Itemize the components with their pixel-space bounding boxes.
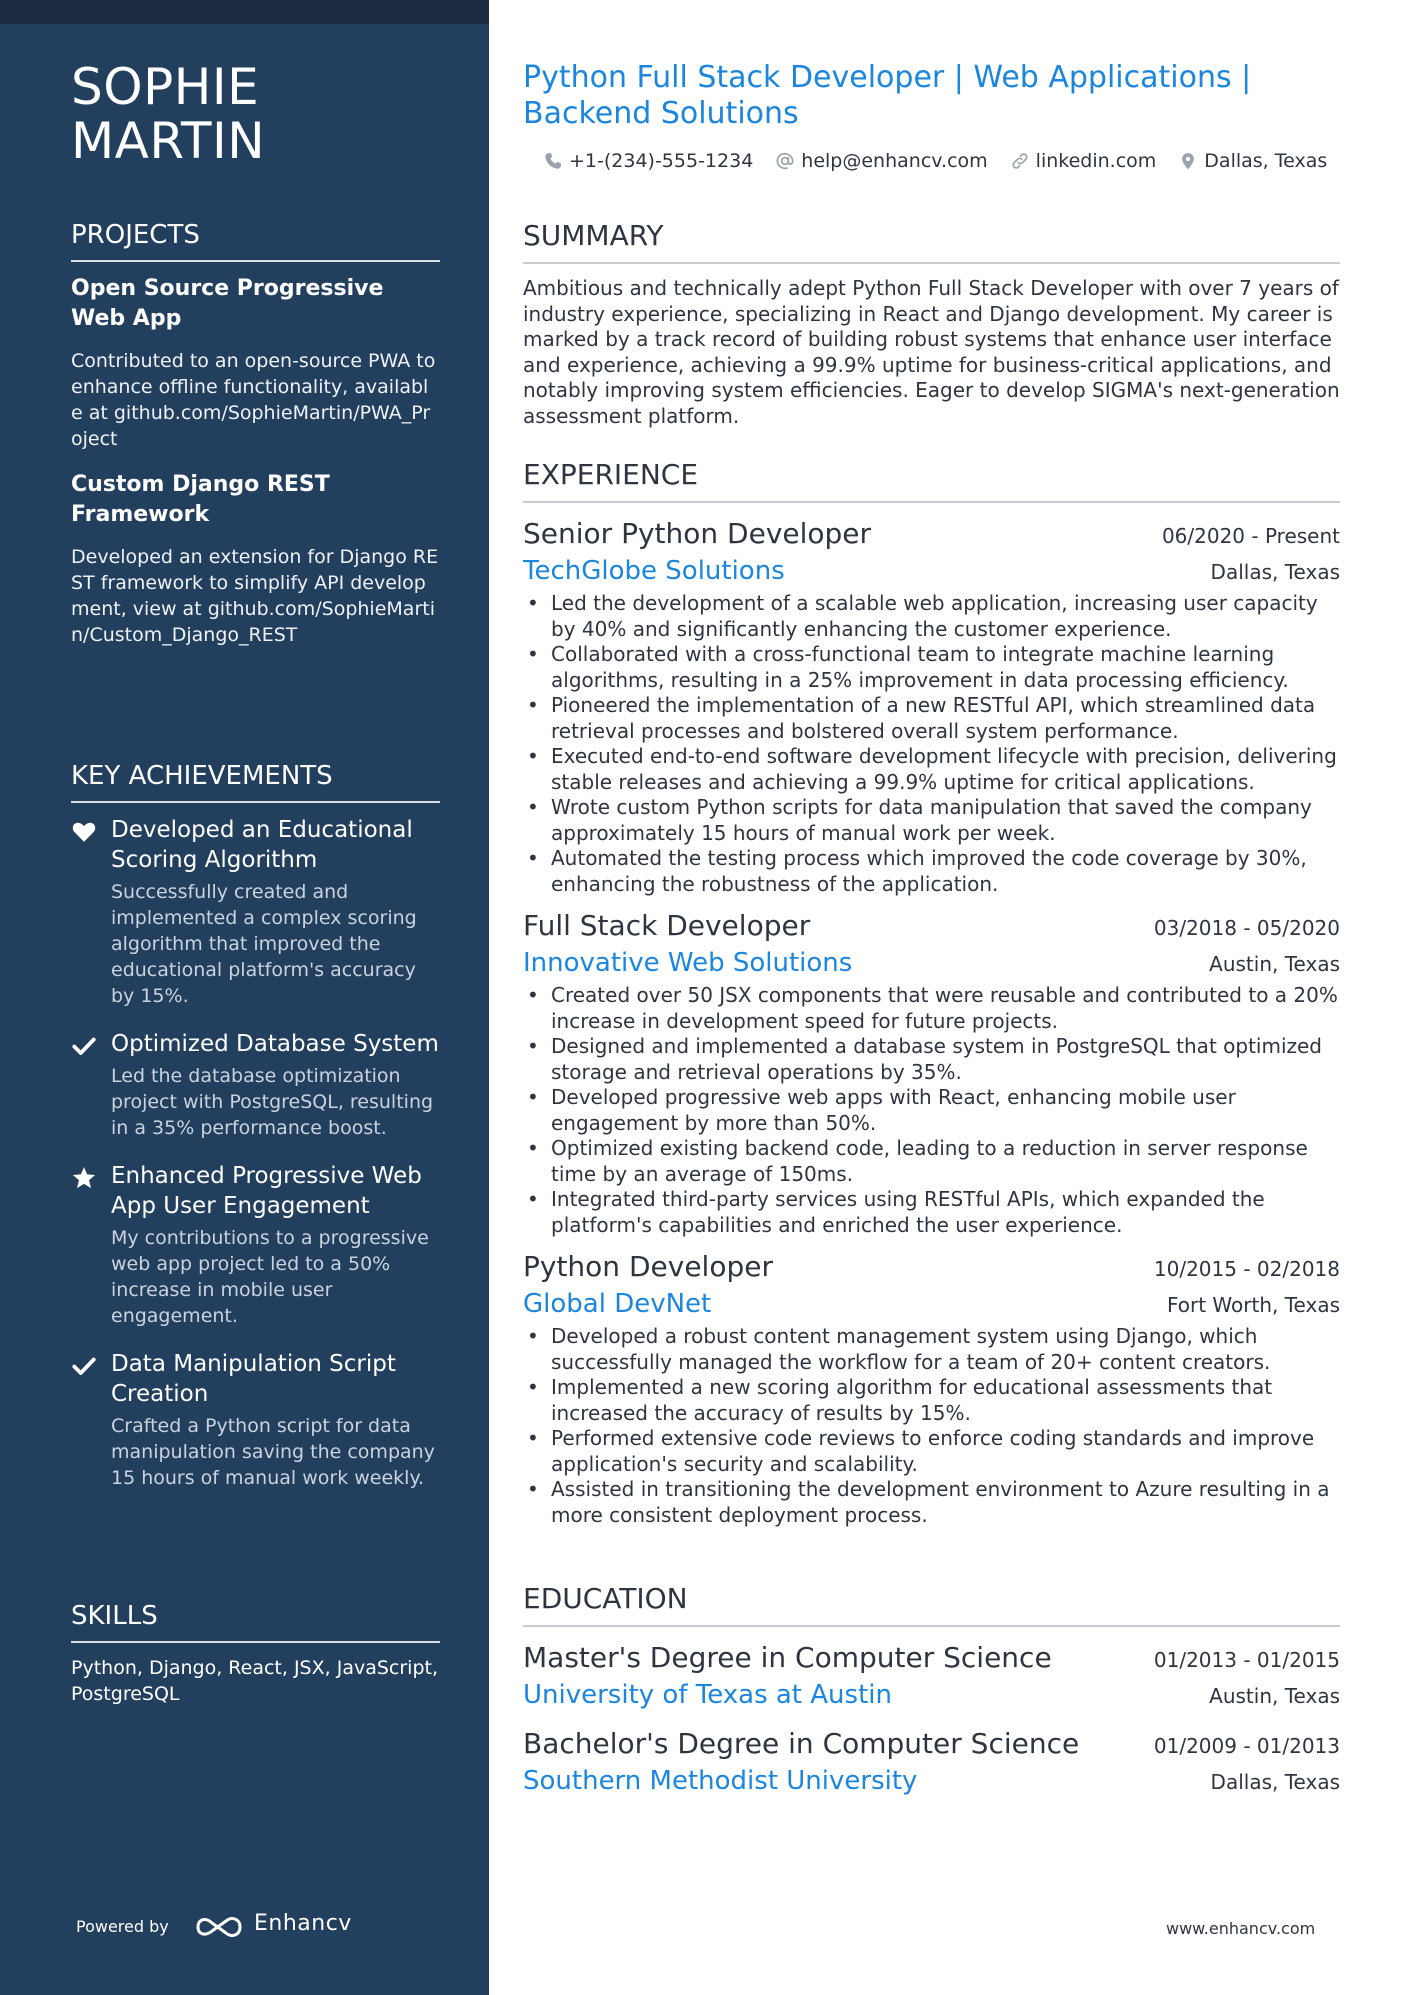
contact-linkedin-text: linkedin.com bbox=[1035, 150, 1157, 172]
sidebar-top-bar bbox=[0, 0, 489, 24]
bullet-item: • Optimized existing backend code, leading to a reduction in server response time by an average of 150ms. bbox=[523, 1136, 1340, 1187]
bullet-item: • Created over 50 JSX components that were reusable and contributed to a 20% increase in development speed for future projects. bbox=[523, 983, 1340, 1034]
bullet-item: • Executed end-to-end software development lifecycle with precision, delivering stable releases and achieving a 99.9% uptime for critical applications. bbox=[523, 744, 1340, 795]
bullet-item: • Developed progressive web apps with React, enhancing mobile user engagement by more than 50%. bbox=[523, 1085, 1340, 1136]
achievement-title: Data Manipulation Script Creation bbox=[111, 1351, 396, 1407]
experience-section bbox=[523, 457, 1340, 1538]
job-location: Austin, Texas bbox=[1209, 952, 1340, 976]
candidate-name bbox=[71, 60, 265, 168]
enhancv-brand: Enhancv bbox=[254, 1911, 352, 1936]
skills-section bbox=[71, 1599, 440, 1707]
last-name: MARTIN bbox=[71, 112, 266, 170]
achievement-title: Developed an Educational Scoring Algorithm bbox=[111, 817, 413, 873]
bullet-item: • Developed a robust content management system using Django, which successfully managed the workflow for a team of 20+ content creators. bbox=[523, 1324, 1340, 1375]
achievement-description: My contributions to a progressive web app project led to a 50% increase in mobile user engagement. bbox=[111, 1227, 429, 1327]
job-dates: 06/2020 - Present bbox=[1161, 524, 1340, 548]
education-entry bbox=[523, 1725, 1340, 1799]
achievement-description: Led the database optimization project with PostgreSQL, resulting in a 35% performance boost. bbox=[111, 1065, 434, 1139]
star-icon bbox=[71, 1165, 97, 1191]
skills-list: Python, Django, React, JSX, JavaScript, PostgreSQL bbox=[71, 1657, 438, 1705]
education-dates: 01/2009 - 01/2013 bbox=[1153, 1734, 1340, 1758]
job-location: Dallas, Texas bbox=[1210, 560, 1340, 584]
experience-heading: EXPERIENCE bbox=[523, 457, 1340, 503]
sidebar bbox=[0, 0, 489, 1995]
contact-email[interactable] bbox=[775, 150, 987, 172]
job-bullets bbox=[523, 1324, 1340, 1528]
contact-phone-text: +1-(234)-555-1234 bbox=[569, 150, 754, 172]
bullet-item: • Collaborated with a cross-functional team to integrate machine learning algorithms, resulting in a 25% improvement in data processing efficiency. bbox=[523, 642, 1340, 693]
bullet-item: • Assisted in transitioning the development environment to Azure resulting in a more consistent deployment process. bbox=[523, 1477, 1340, 1528]
project-title: Custom Django REST Framework bbox=[71, 472, 330, 527]
headline: Python Full Stack Developer | Web Applications | Backend Solutions bbox=[523, 60, 1252, 131]
bullet-item: • Performed extensive code reviews to enforce coding standards and improve application's security and scalability. bbox=[523, 1426, 1340, 1477]
contact-bar bbox=[543, 150, 1343, 172]
job-dates: 10/2015 - 02/2018 bbox=[1153, 1257, 1340, 1281]
school-location: Dallas, Texas bbox=[1210, 1770, 1340, 1794]
job-entry bbox=[523, 515, 1340, 897]
bullet-item: • Wrote custom Python scripts for data manipulation that saved the company approximately 15 hours of manual work per week. bbox=[523, 795, 1340, 846]
phone-icon bbox=[543, 151, 563, 171]
first-name: SOPHIE bbox=[71, 58, 260, 116]
project-description: Developed an extension for Django REST framework to simplify API development, view at github.com/SophieMartin/Custom_Django_REST bbox=[71, 546, 439, 646]
contact-linkedin[interactable] bbox=[1010, 150, 1157, 172]
education-entry bbox=[523, 1639, 1340, 1713]
school-name: University of Texas at Austin bbox=[523, 1680, 892, 1710]
achievement-item bbox=[71, 1029, 440, 1141]
school-name: Southern Methodist University bbox=[523, 1766, 918, 1796]
job-bullets bbox=[523, 591, 1340, 897]
achievement-description: Crafted a Python script for data manipulation saving the company 15 hours of manual work weekly. bbox=[111, 1415, 435, 1489]
bullet-item: • Implemented a new scoring algorithm for educational assessments that increased the accuracy of results by 15%. bbox=[523, 1375, 1340, 1426]
education-heading: EDUCATION bbox=[523, 1581, 1340, 1627]
link-icon bbox=[1010, 151, 1030, 171]
footer-url[interactable]: www.enhancv.com bbox=[1166, 1919, 1316, 1938]
achievement-title: Optimized Database System bbox=[111, 1031, 439, 1057]
job-dates: 03/2018 - 05/2020 bbox=[1153, 916, 1340, 940]
project-item bbox=[71, 470, 440, 648]
job-title: Full Stack Developer bbox=[523, 909, 811, 942]
bullet-item: • Pioneered the implementation of a new RESTful API, which streamlined data retrieval processes and bolstered overall system performance. bbox=[523, 693, 1340, 744]
check-icon bbox=[71, 1033, 97, 1059]
job-title: Python Developer bbox=[523, 1250, 773, 1283]
job-entry bbox=[523, 907, 1340, 1238]
enhancv-logo-icon bbox=[194, 1913, 244, 1941]
job-entry bbox=[523, 1248, 1340, 1528]
projects-heading: PROJECTS bbox=[71, 218, 440, 262]
achievement-description: Successfully created and implemented a complex scoring algorithm that improved the educational platform's accuracy by 15%. bbox=[111, 881, 417, 1007]
skills-heading: SKILLS bbox=[71, 1599, 440, 1643]
projects-section bbox=[71, 218, 440, 666]
bullet-item: • Led the development of a scalable web application, increasing user capacity by 40% and significantly enhancing the customer experience. bbox=[523, 591, 1340, 642]
achievement-title: Enhanced Progressive Web App User Engagement bbox=[111, 1163, 422, 1219]
achievement-item bbox=[71, 815, 440, 1009]
degree-title: Master's Degree in Computer Science bbox=[523, 1641, 1052, 1674]
heart-icon bbox=[71, 819, 97, 845]
bullet-item: • Automated the testing process which improved the code coverage by 30%, enhancing the robustness of the application. bbox=[523, 846, 1340, 897]
powered-by-label: Powered by bbox=[76, 1917, 169, 1936]
check-icon bbox=[71, 1353, 97, 1379]
achievements-heading: KEY ACHIEVEMENTS bbox=[71, 759, 440, 803]
job-title: Senior Python Developer bbox=[523, 517, 872, 550]
location-icon bbox=[1178, 151, 1198, 171]
school-location: Austin, Texas bbox=[1209, 1684, 1340, 1708]
at-icon bbox=[775, 151, 795, 171]
summary-heading: SUMMARY bbox=[523, 218, 1340, 264]
contact-location bbox=[1178, 150, 1327, 172]
job-bullets bbox=[523, 983, 1340, 1238]
contact-location-text: Dallas, Texas bbox=[1204, 150, 1328, 172]
summary-text: Ambitious and technically adept Python Full Stack Developer with over 7 years of industry experience, specializing in React and Django development. My career is marked by a track record of building robust systems that enhance user interface and experience, achieving a 99.9% uptime for business-critical applications, and notably improving system efficiencies. Eager to develop SIGMA's next-generation assessment platform. bbox=[523, 276, 1340, 428]
achievements-section bbox=[71, 759, 440, 1511]
achievement-item bbox=[71, 1349, 440, 1491]
contact-phone[interactable] bbox=[543, 150, 753, 172]
degree-title: Bachelor's Degree in Computer Science bbox=[523, 1727, 1080, 1760]
bullet-item: • Integrated third-party services using RESTful APIs, which expanded the platform's capabilities and enriched the user experience. bbox=[523, 1187, 1340, 1238]
job-location: Fort Worth, Texas bbox=[1166, 1293, 1340, 1317]
contact-email-text: help@enhancv.com bbox=[801, 150, 988, 172]
bullet-item: • Designed and implemented a database system in PostgreSQL that optimized storage and retrieval operations by 35%. bbox=[523, 1034, 1340, 1085]
project-title: Open Source Progressive Web App bbox=[71, 276, 384, 331]
job-company: TechGlobe Solutions bbox=[523, 556, 785, 586]
project-item bbox=[71, 274, 440, 452]
summary-section bbox=[523, 218, 1340, 429]
job-company: Global DevNet bbox=[523, 1289, 712, 1319]
education-section bbox=[523, 1581, 1340, 1811]
education-dates: 01/2013 - 01/2015 bbox=[1153, 1648, 1340, 1672]
project-description: Contributed to an open-source PWA to enhance offline functionality, available at github.com/SophieMartin/PWA_Project bbox=[71, 350, 436, 450]
achievement-item bbox=[71, 1161, 440, 1329]
job-company: Innovative Web Solutions bbox=[523, 948, 853, 978]
